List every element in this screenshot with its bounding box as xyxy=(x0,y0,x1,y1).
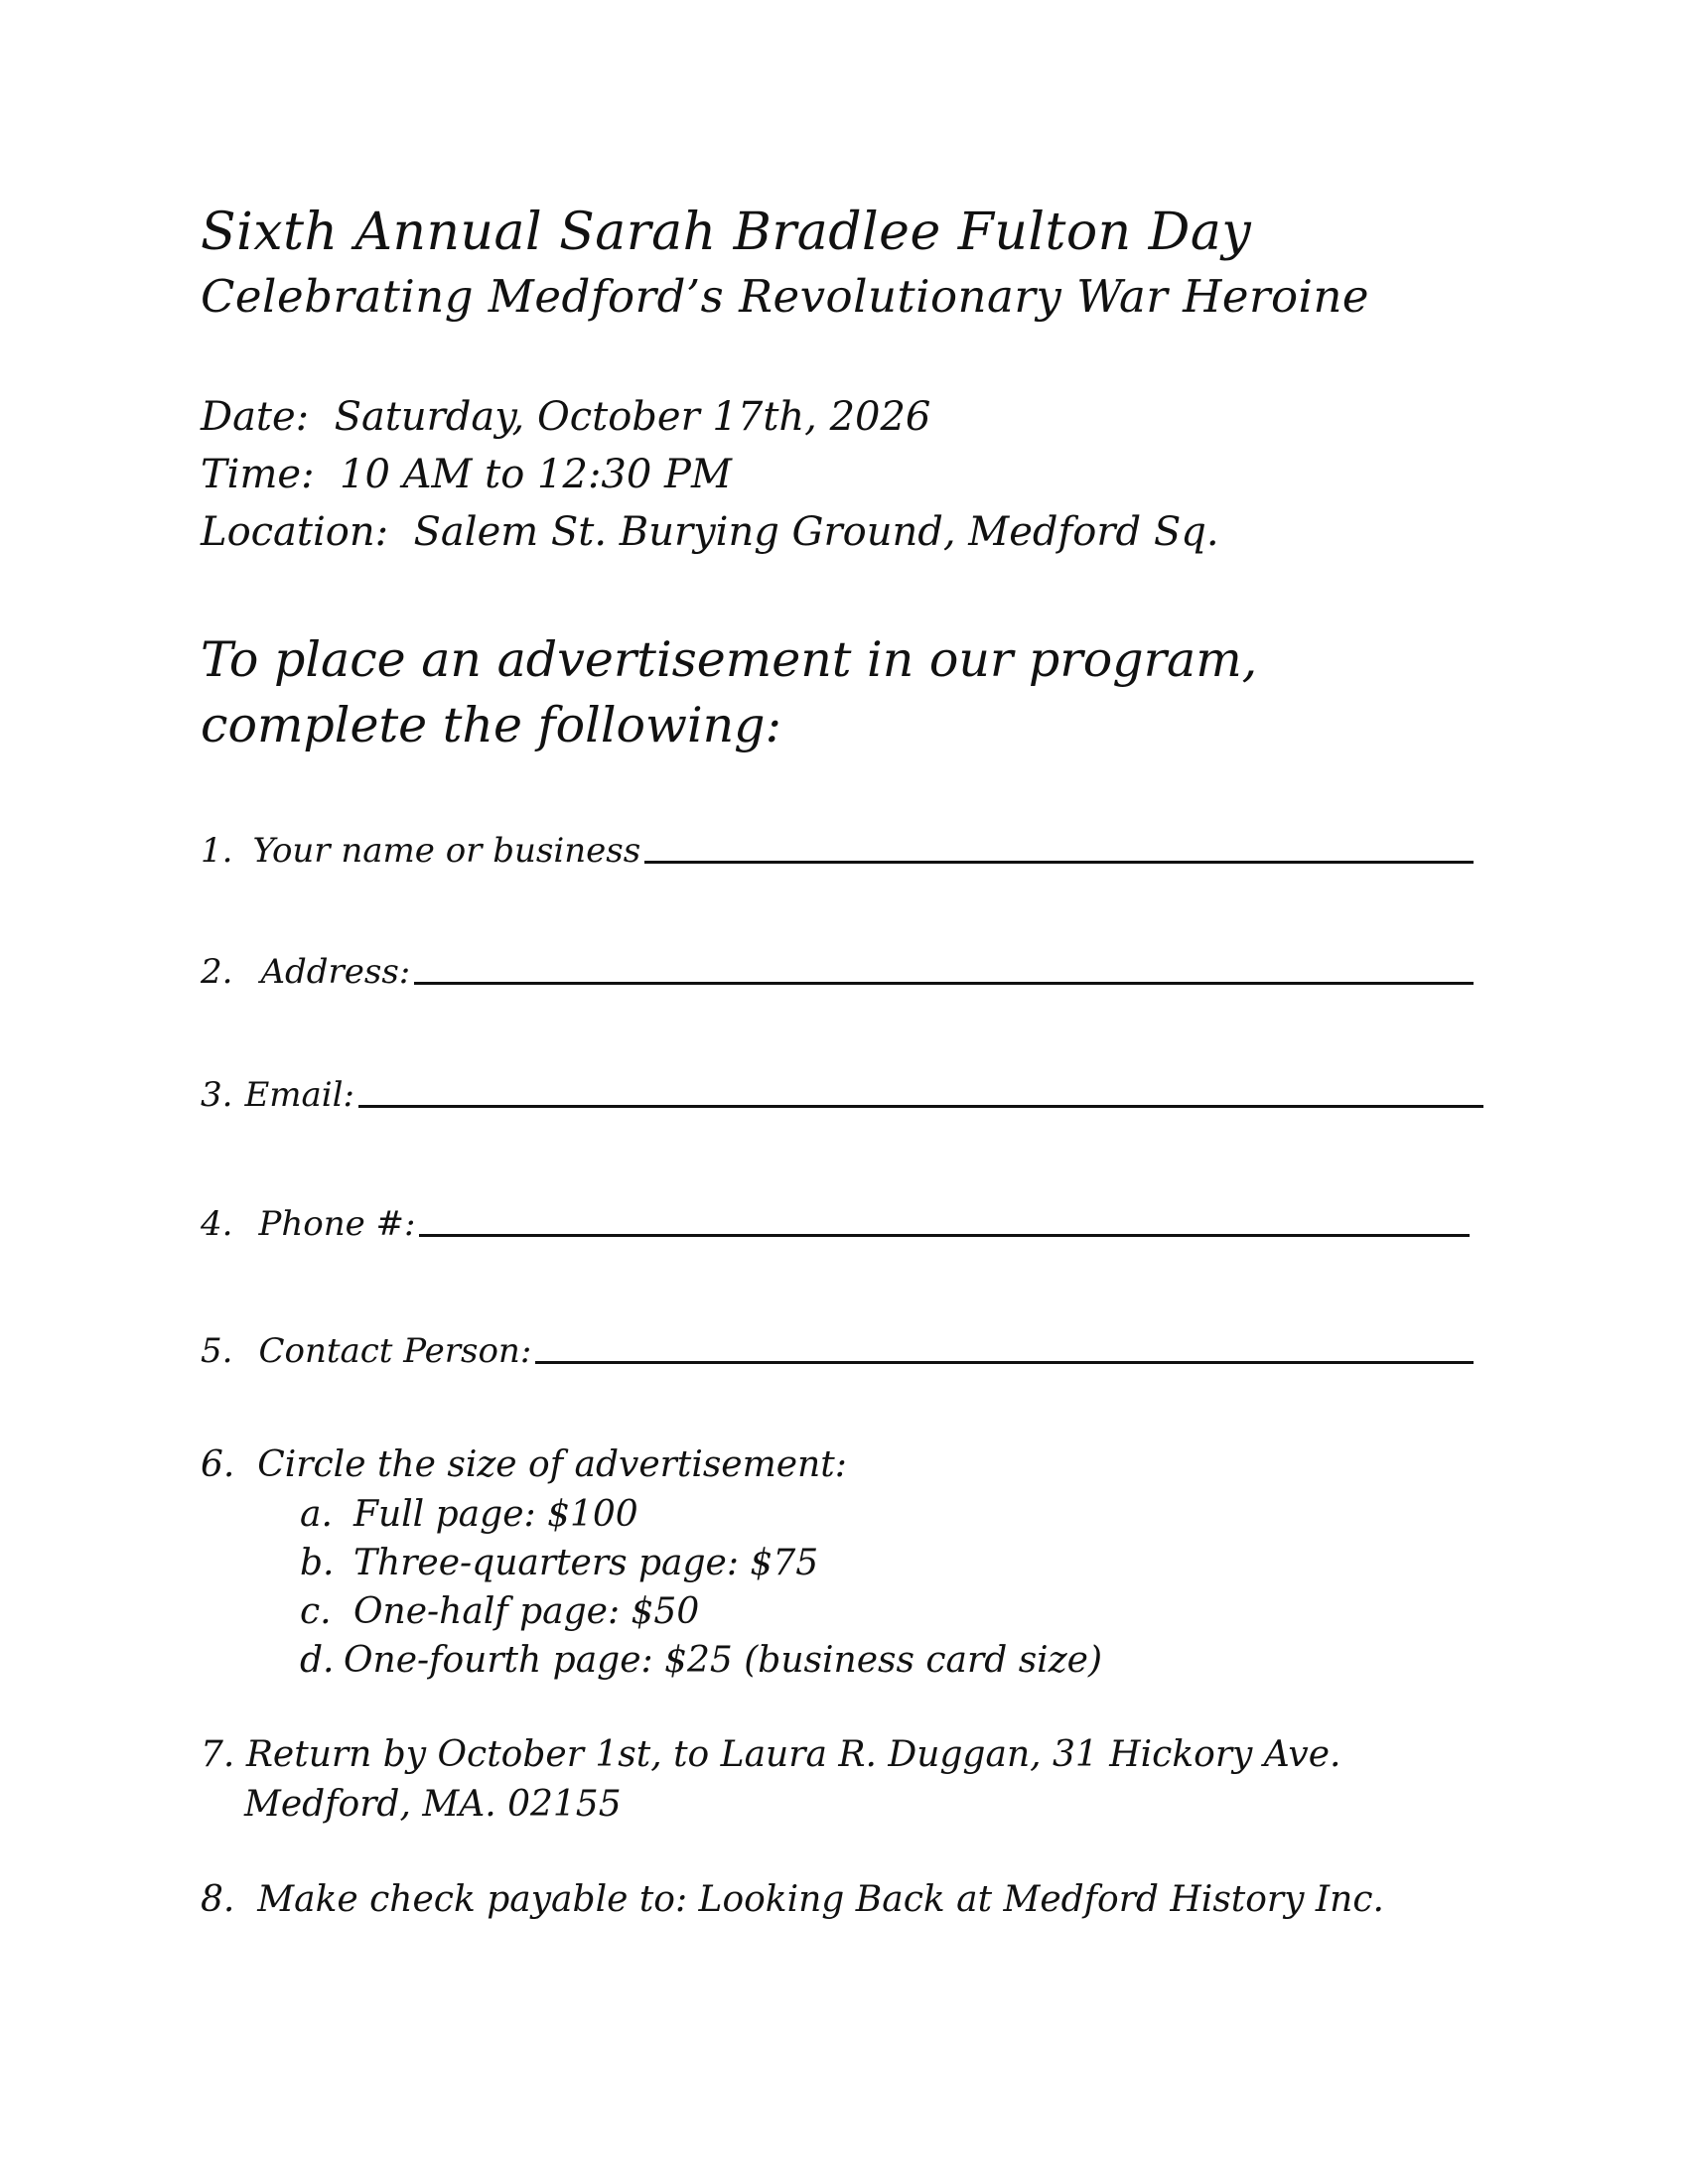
field-number: 3. xyxy=(201,1075,233,1115)
ad-size-option-fourth[interactable] xyxy=(300,1640,1103,1681)
email-input-line[interactable] xyxy=(358,1104,1483,1108)
option-letter: d. xyxy=(300,1640,335,1681)
payment-text: Make check payable to: Looking Back at Medford History Inc. xyxy=(257,1879,1384,1920)
field-label: Phone #: xyxy=(258,1204,416,1244)
date-label: Date: xyxy=(201,394,310,440)
cta-line-2: complete the following: xyxy=(201,697,782,753)
field-email xyxy=(201,1075,1483,1115)
field-address xyxy=(201,952,1474,992)
location-label: Location: xyxy=(201,509,389,555)
option-letter: b. xyxy=(300,1543,335,1583)
option-text: Three-quarters page: $75 xyxy=(353,1543,819,1583)
item-number: 6. xyxy=(201,1444,235,1485)
location-value: Salem St. Burying Ground, Medford Sq. xyxy=(413,509,1219,555)
contact-input-line[interactable] xyxy=(535,1360,1474,1364)
event-time xyxy=(201,452,732,497)
field-number: 2. xyxy=(201,952,233,992)
ad-size-option-half[interactable] xyxy=(300,1591,700,1632)
field-number: 4. xyxy=(201,1204,233,1244)
option-text: One-half page: $50 xyxy=(353,1591,700,1632)
phone-input-line[interactable] xyxy=(419,1233,1470,1237)
option-text: One-fourth page: $25 (business card size) xyxy=(344,1640,1103,1681)
item-number: 7. xyxy=(201,1734,235,1775)
option-letter: c. xyxy=(300,1591,332,1632)
field-contact-person xyxy=(201,1331,1474,1371)
date-value: Saturday, October 17th, 2026 xyxy=(334,394,931,440)
payment-instructions xyxy=(201,1879,1384,1920)
address-input-line[interactable] xyxy=(414,981,1474,985)
ad-size-option-full[interactable] xyxy=(300,1494,638,1535)
return-line-1: Return by October 1st, to Laura R. Duggan, 31 Hickory Ave. xyxy=(245,1734,1341,1775)
option-letter: a. xyxy=(300,1494,333,1535)
item-label: Circle the size of advertisement: xyxy=(257,1444,847,1485)
item-number: 8. xyxy=(201,1879,235,1920)
event-location xyxy=(201,509,1219,555)
field-label: Email: xyxy=(244,1075,354,1115)
return-line-2: Medford, MA. 02155 xyxy=(244,1784,622,1825)
field-name xyxy=(201,831,1474,871)
cta-line-1: To place an advertisement in our program, xyxy=(201,631,1258,688)
time-value: 10 AM to 12:30 PM xyxy=(340,452,732,497)
field-number: 1. xyxy=(201,831,233,871)
page-subtitle: Celebrating Medford’s Revolutionary War Heroine xyxy=(201,270,1370,323)
field-label: Your name or business xyxy=(252,831,641,871)
event-date xyxy=(201,394,931,440)
page-title: Sixth Annual Sarah Bradlee Fulton Day xyxy=(201,203,1252,262)
name-input-line[interactable] xyxy=(644,860,1474,864)
ad-size-heading xyxy=(201,1444,847,1485)
field-label: Address: xyxy=(260,952,411,992)
field-phone xyxy=(201,1204,1470,1244)
field-label: Contact Person: xyxy=(258,1331,532,1371)
option-text: Full page: $100 xyxy=(353,1494,638,1535)
return-instructions xyxy=(201,1734,1341,1775)
time-label: Time: xyxy=(201,452,315,497)
field-number: 5. xyxy=(201,1331,233,1371)
ad-size-option-three-quarters[interactable] xyxy=(300,1543,819,1583)
